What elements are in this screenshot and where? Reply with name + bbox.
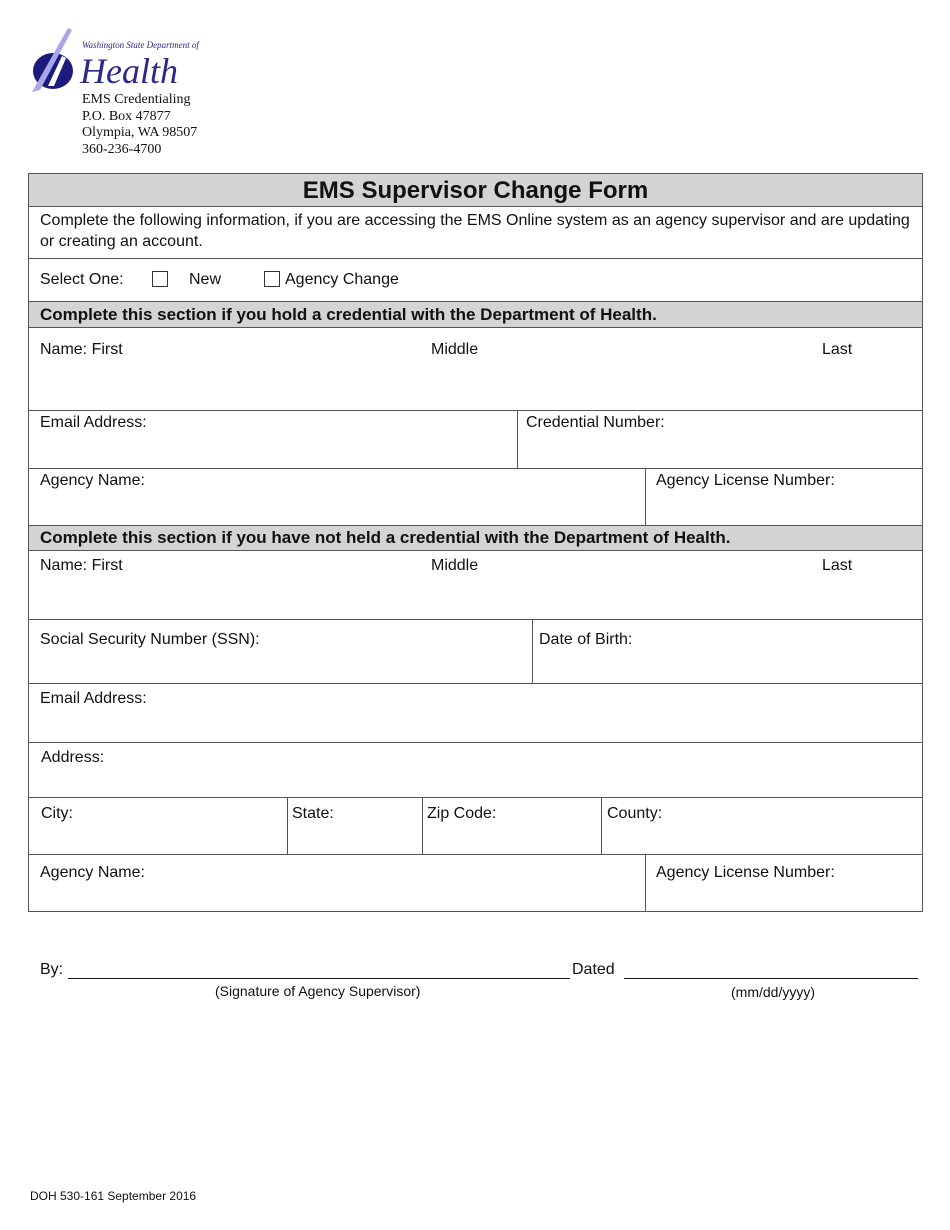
s1-email-label: Email Address: (40, 414, 147, 431)
logo-subtitle: Washington State Department of (82, 40, 199, 50)
option-agency-change-label: Agency Change (285, 271, 399, 288)
signature-caption: (Signature of Agency Supervisor) (215, 983, 421, 999)
doh-logo-icon (28, 26, 78, 94)
s2-address-label: Address: (41, 749, 105, 766)
s2-county-label: County: (607, 805, 663, 822)
s2-dob-label: Date of Birth: (539, 631, 633, 648)
s2-ssn-label: Social Security Number (SSN): (40, 631, 260, 648)
date-line[interactable] (624, 978, 918, 979)
s2-zip-label: Zip Code: (427, 805, 497, 822)
form-title-row (28, 173, 923, 207)
section1-heading-row (28, 302, 923, 328)
s2-first-label: Name: First (40, 557, 123, 574)
s2-agency-label: Agency Name: (40, 864, 145, 881)
po-box: P.O. Box 47877 (82, 108, 171, 124)
address-block (82, 92, 197, 158)
s2-city-label: City: (41, 805, 73, 822)
s2-ssn-row[interactable] (28, 620, 923, 684)
signature-line[interactable] (68, 978, 570, 979)
city-line: Olympia, WA 98507 (82, 125, 198, 140)
form-number-footer: DOH 530-161 September 2016 (30, 1189, 197, 1203)
s1-agency-label: Agency Name: (40, 472, 145, 489)
s2-license-label: Agency License Number: (656, 864, 835, 881)
intro-text: Complete the following information, if you are accessing the EMS Online system as an agency supervisor and are updating or creating an account. (40, 212, 910, 250)
select-label: Select One: (40, 271, 124, 288)
section2-heading: Complete this section if you have not held a credential with the Department of Health. (40, 528, 731, 547)
s1-credential-label: Credential Number: (526, 414, 665, 431)
s1-middle-label: Middle (431, 341, 479, 358)
logo-health: Health (80, 51, 178, 91)
s1-name-field[interactable] (28, 328, 923, 411)
date-caption: (mm/dd/yyyy) (731, 984, 815, 1000)
s2-name-field[interactable] (28, 551, 923, 620)
dated-label: Dated (572, 961, 615, 978)
checkbox-agency-change[interactable] (264, 270, 280, 289)
org-name: EMS Credentialing (82, 92, 191, 107)
s2-address-field[interactable] (28, 743, 923, 798)
checkbox-new[interactable] (152, 270, 168, 289)
s1-first-label: Name: First (40, 341, 123, 358)
section1-heading: Complete this section if you hold a credential with the Department of Health. (40, 305, 657, 324)
option-new-label: New (189, 271, 222, 288)
s2-city-row[interactable] (28, 798, 923, 855)
s2-middle-label: Middle (431, 557, 479, 574)
s1-agency-row[interactable] (28, 469, 923, 526)
s1-email-row[interactable] (28, 411, 923, 469)
s2-email-label: Email Address: (40, 690, 147, 707)
phone: 360-236-4700 (82, 141, 162, 157)
s2-state-label: State: (292, 805, 334, 822)
s1-license-label: Agency License Number: (656, 472, 835, 489)
s2-last-label: Last (822, 557, 853, 574)
select-row (28, 259, 923, 302)
by-label: By: (40, 961, 64, 978)
section2-heading-row (28, 526, 923, 551)
form-title: EMS Supervisor Change Form (302, 177, 649, 204)
s1-last-label: Last (822, 341, 853, 358)
intro-row (28, 207, 923, 259)
s2-email-field[interactable] (28, 684, 923, 743)
s2-agency-row[interactable] (28, 855, 923, 912)
